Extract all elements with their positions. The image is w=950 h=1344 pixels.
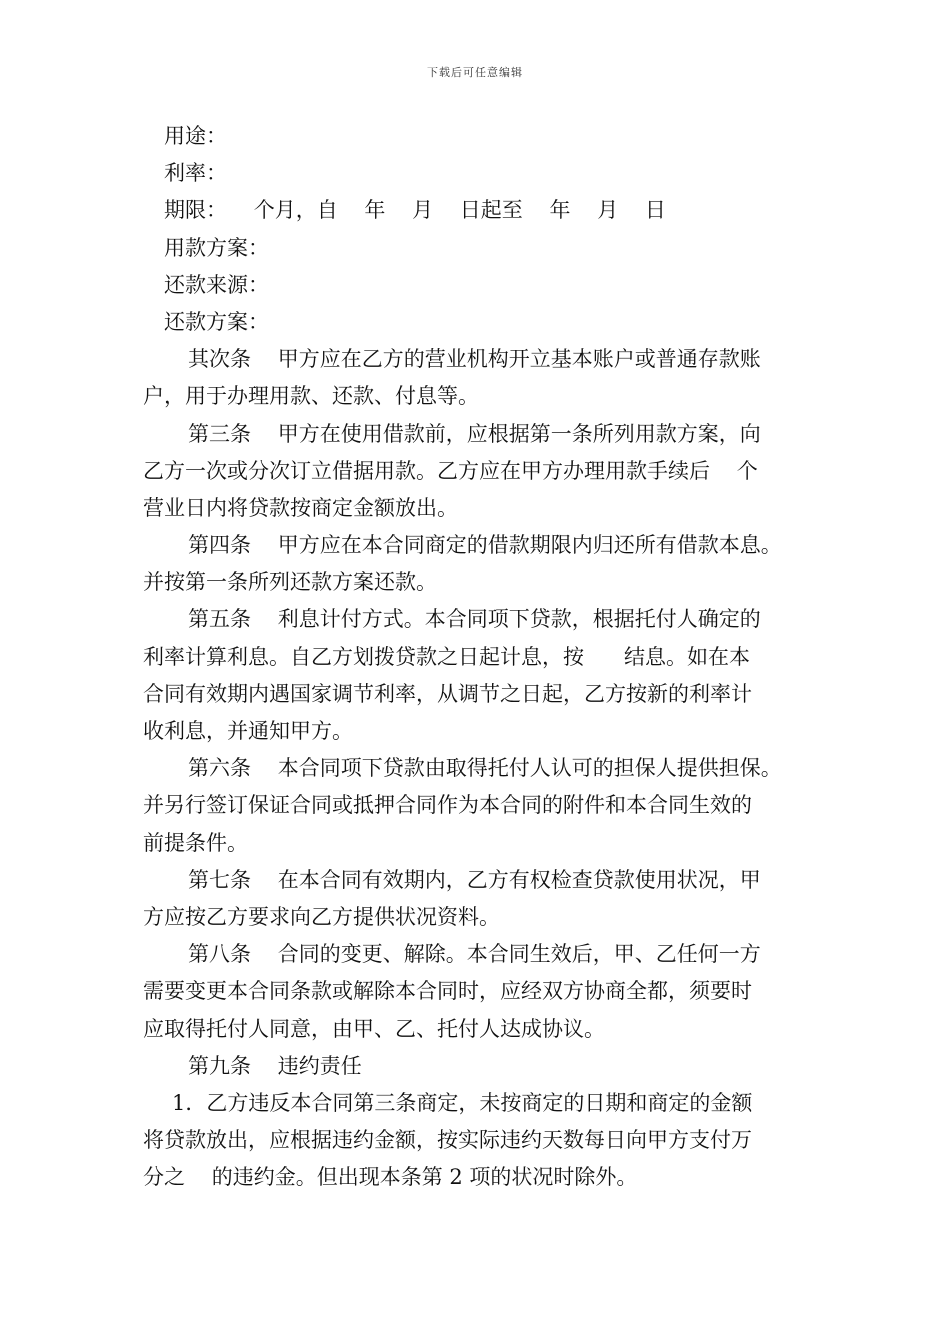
- text-line: 第七条 在本合同有效期内，乙方有权检查贷款使用状况，甲: [188, 867, 761, 892]
- page-header: 下载后可任意编辑: [427, 66, 523, 79]
- text-line: 利率计算利息。自乙方划拨贷款之日起计息，按 结息。如在本: [143, 644, 751, 669]
- text-line: 营业日内将贷款按商定金额放出。: [143, 495, 458, 520]
- text-line: 其次条 甲方应在乙方的营业机构开立基本账户或普通存款账: [188, 347, 761, 372]
- text-line: 方应按乙方要求向乙方提供状况资料。: [143, 904, 500, 929]
- text-line: 收利息，并通知甲方。: [143, 719, 353, 743]
- text-line: 第九条 违约责任: [188, 1053, 362, 1078]
- text-line: 第六条 本合同项下贷款由取得托付人认可的担保人提供担保。: [188, 756, 782, 781]
- text-line: 期限： 个月，自 年 月 日起至 年 月 日: [164, 198, 666, 223]
- text-line: 合同有效期内遇国家调节利率，从调节之日起，乙方按新的利率计: [143, 681, 752, 706]
- text-line: 乙方一次或分次订立借据用款。乙方应在甲方办理用款手续后 个: [143, 458, 758, 483]
- text-line: 用途：: [164, 124, 227, 148]
- text-line: 分之 的违约金。但出现本条第 2 项的状况时除外。: [143, 1165, 638, 1190]
- text-line: 第四条 甲方应在本合同商定的借款期限内归还所有借款本息。: [188, 533, 782, 558]
- contract-body: [143, 118, 815, 1196]
- text-line: 还款方案：: [164, 309, 269, 334]
- text-line: 前提条件。: [143, 830, 248, 855]
- text-line: 并另行签订保证合同或抵押合同作为本合同的附件和本合同生效的: [143, 793, 752, 818]
- text-line: 还款来源：: [164, 272, 269, 297]
- text-line: 第五条 利息计付方式。本合同项下贷款，根据托付人确定的: [188, 607, 761, 632]
- text-line: 需要变更本合同条款或解除本合同时，应经双方协商全都，须要时: [143, 979, 752, 1004]
- text-line: 户，用于办理用款、还款、付息等。: [143, 384, 479, 409]
- text-line: 用款方案：: [164, 235, 269, 260]
- text-line: 第三条 甲方在使用借款前，应根据第一条所列用款方案，向: [188, 421, 761, 446]
- text-line: 1．乙方违反本合同第三条商定，未按商定的日期和商定的金额: [172, 1090, 753, 1115]
- text-line: 利率：: [164, 161, 227, 186]
- text-line: 应取得托付人同意，由甲、乙、托付人达成协议。: [143, 1016, 605, 1041]
- text-line: 第八条 合同的变更、解除。本合同生效后，甲、乙任何一方: [188, 942, 761, 967]
- text-line: 并按第一条所列还款方案还款。: [143, 570, 437, 595]
- text-line: 将贷款放出，应根据违约金额，按实际违约天数每日向甲方支付万: [143, 1128, 752, 1153]
